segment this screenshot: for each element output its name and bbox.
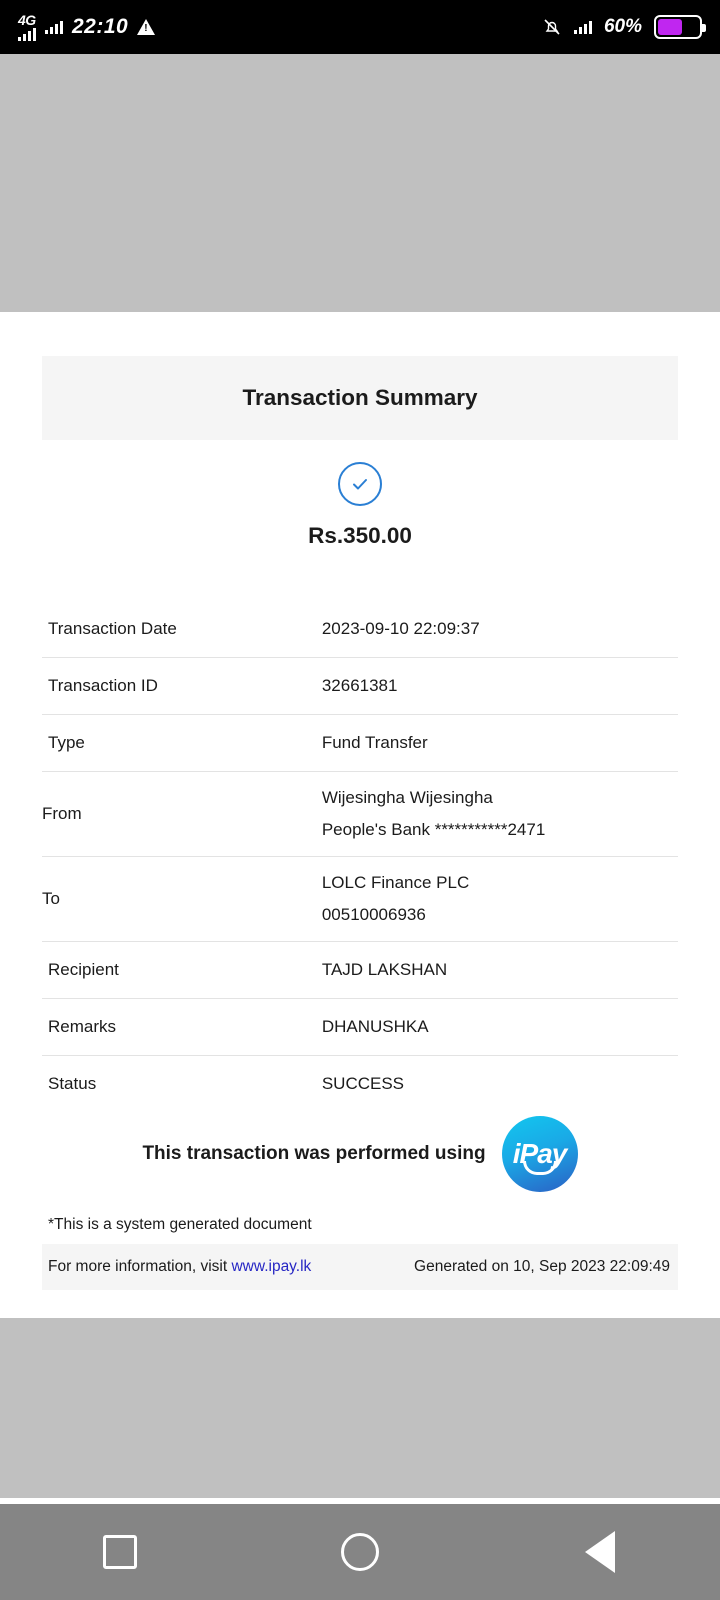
row-value-to: [322, 857, 678, 942]
transaction-details-table: [42, 601, 678, 1112]
table-row: [42, 1056, 678, 1113]
table-row: [42, 715, 678, 772]
table-row: [42, 999, 678, 1056]
footer-generated-label: Generated on 10, Sep 2023 22:09:49: [414, 1258, 670, 1275]
status-bar: [0, 0, 720, 54]
row-value-type: [322, 715, 678, 772]
performed-using-label: This transaction was performed using: [142, 1143, 486, 1164]
row-label-type: Type: [42, 715, 322, 772]
row-value-transaction-id: [322, 658, 678, 715]
system-generated-note: *This is a system generated document: [48, 1216, 312, 1233]
row-label-recipient: Recipient: [42, 942, 322, 999]
from-account-number: People's Bank ***********2471: [321, 820, 546, 839]
vibrate-icon: [574, 20, 592, 34]
recents-button[interactable]: [60, 1504, 180, 1600]
to-institution-name: LOLC Finance PLC: [321, 873, 470, 892]
android-nav-bar: [0, 1504, 720, 1600]
table-row: [42, 601, 678, 658]
page-background-top: [0, 54, 720, 312]
status-bar-left: [18, 13, 155, 41]
row-value-transaction-date: [322, 601, 678, 658]
transaction-date-value: 2023-09-10 22:09:37: [321, 619, 480, 638]
page-background-bottom: [0, 1318, 720, 1498]
table-row: [42, 772, 678, 857]
row-label-transaction-id: Transaction ID: [42, 658, 322, 715]
square-icon: [103, 1535, 137, 1569]
table-row: [42, 658, 678, 715]
status-badge: SUCCESS: [321, 1074, 405, 1093]
row-value-from: [322, 772, 678, 857]
warning-triangle-icon: [137, 19, 155, 35]
remarks-value: DHANUSHKA: [321, 1017, 429, 1036]
footer-bar: [42, 1244, 678, 1290]
back-triangle-icon: [585, 1531, 615, 1573]
row-value-status: [322, 1056, 678, 1113]
circle-icon: [341, 1533, 379, 1571]
battery-icon: [654, 15, 702, 39]
amount-value: Rs.350.00: [308, 523, 412, 548]
row-label-from: From: [42, 772, 322, 857]
row-value-remarks: [322, 999, 678, 1056]
footer-prefix-label: For more information, visit: [48, 1258, 232, 1275]
footer-info: [48, 1258, 311, 1276]
row-label-transaction-date: Transaction Date: [42, 601, 322, 658]
table-row: [42, 942, 678, 999]
success-check-wrap: [42, 462, 678, 506]
row-label-to: To: [42, 857, 322, 942]
status-bar-clock: 22:10: [72, 15, 129, 38]
battery-percent-label: 60%: [603, 16, 642, 37]
performed-using-row: [42, 1116, 678, 1192]
page-title: Transaction Summary: [42, 356, 678, 440]
row-label-status: Status: [48, 1074, 97, 1093]
table-row: [42, 857, 678, 942]
type-value: Fund Transfer: [321, 733, 428, 752]
notifications-off-icon: [542, 17, 562, 37]
from-account-name: Wijesingha Wijesingha: [321, 788, 493, 807]
network-type-label: 4G: [18, 12, 36, 28]
signal-bars-icon: [45, 20, 63, 34]
ipay-smile-shape: [523, 1161, 557, 1175]
signal-4g-icon: [18, 13, 36, 41]
recipient-value: TAJD LAKSHAN: [321, 960, 448, 979]
home-button[interactable]: [300, 1504, 420, 1600]
row-label-remarks: Remarks: [42, 999, 322, 1056]
row-value-recipient: [322, 942, 678, 999]
ipay-logo-text: iPay: [512, 1138, 567, 1169]
to-account-number: 00510006936: [321, 905, 426, 924]
status-bar-right: [542, 15, 702, 39]
ipay-website-link[interactable]: www.ipay.lk: [231, 1258, 312, 1275]
check-circle-icon: [338, 462, 382, 506]
ipay-logo-icon: [502, 1116, 578, 1192]
transaction-id-value: 32661381: [321, 676, 398, 695]
receipt-document: [0, 312, 720, 1318]
back-button[interactable]: [540, 1504, 660, 1600]
